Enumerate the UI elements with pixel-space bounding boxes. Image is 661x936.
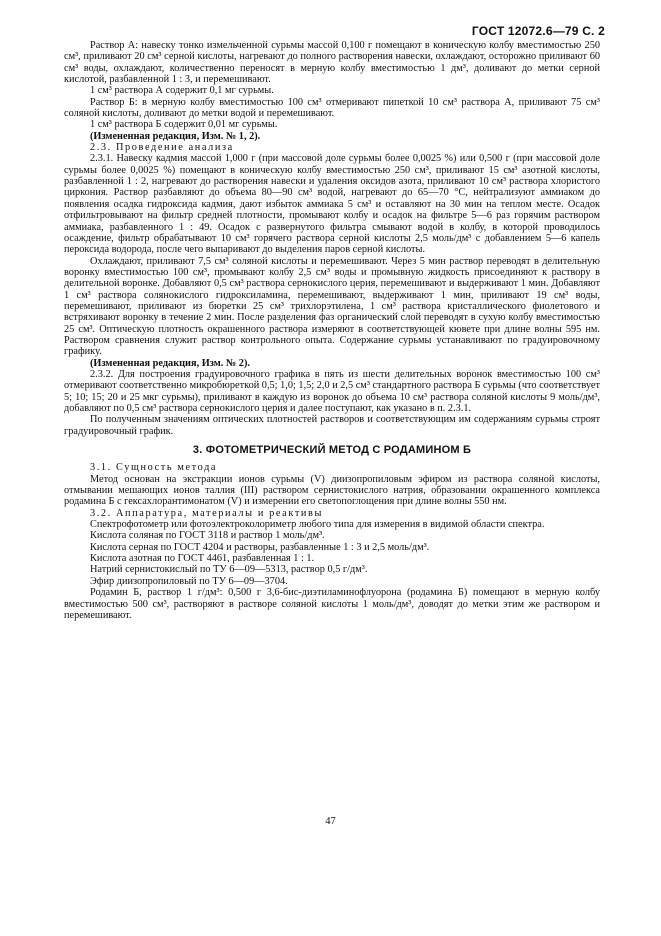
- reagent-item: Родамин Б, раствор 1 г/дм³: 0,500 г 3,6-бис-диэтиламинофлуорона (родамина Б) помещают в мерную колбу вместимостью 500 см³, растворяют в растворе соляной кислоты 1 моль/дм³, доводят до метки этим же раствором и перемешивают.: [64, 587, 600, 621]
- revision-note: (Измененная редакция, Изм. № 2).: [90, 357, 250, 369]
- subsection-heading: 3.2. Аппаратура, материалы и реактивы: [90, 507, 324, 519]
- solution-a-paragraph: Раствор А: навеску тонко измельченной сурьмы массой 0,100 г помещают в коническую колбу вместимостью 250 см³, приливают 20 см³ серной кислоты, нагревают до полного растворения навески, охлаждают, осторожно приливают 60 см³ воды, охлаждают, количественно переносят в мерную колбу вместимостью 1 дм³, доливают до метки серной кислотой, разбавленной 1 : 3, и перемешивают.: [64, 40, 600, 86]
- reagent-item: Кислота азотная по ГОСТ 4461, разбавленная 1 : 1.: [90, 553, 315, 565]
- subsection-heading: 3.1. Сущность метода: [90, 462, 218, 474]
- section-title: 3. ФОТОМЕТРИЧЕСКИЙ МЕТОД С РОДАМИНОМ Б: [192, 444, 472, 457]
- revision-note: (Измененная редакция, Изм. № 1, 2).: [90, 130, 261, 142]
- page-number: 47: [325, 816, 336, 827]
- document-body: [64, 40, 600, 621]
- reagent-item: Кислота серная по ГОСТ 4204 и растворы, разбавленные 1 : 3 и 2,5 моль/дм³.: [90, 541, 430, 553]
- reagent-item: Эфир диизопропиловый по ТУ 6—09—3704.: [90, 575, 288, 587]
- procedure-continued: Охлаждают, приливают 7,5 см³ соляной кислоты и перемешивают. Через 5 мин раствор переводят в делительную воронку вместимостью 100 см³, промывают колбу 2,5 см³ воды и промывную жидкость присоединяют к раствору в делительной воронке. Добавляют 0,5 см³ раствора сернокислого церия, перемешивают и выдерживают 1 мин. Добавляют 1 см³ раствора солянокислого гидроксиламина, перемешивают, выдерживают 1 мин, приливают 19 см³ воды, перемешивают, приливают из бюретки 25 см³ трихлорэтилена, 1 см³ раствора кристаллического фиолетового и встряхивают воронку в течение 2 мин. После разделения фаз органический слой переводят в сухую колбу вместимостью 25 см³. Оптическую плотность окрашенного раствора измеряют в соответствующей кювете при длине волны 595 нм. Раствором сравнения служит раствор контрольного опыта. Содержание сурьмы устанавливают по градуировочному графику.: [64, 255, 600, 358]
- procedure-paragraph: 2.3.1. Навеску кадмия массой 1,000 г (при массовой доле сурьмы более 0,0025 %) или 0,500 г (при массовой доле сурьмы более 0,0025 %) помещают в коническую колбу вместимостью 250 см³, приливают 15 см³ азотной кислоты, разбавленной 1 : 2, нагревают до растворения навески и удаления оксидов азота, приливают 10 см³ раствора хлористого циркония. Раствор разбавляют до объема 80—90 см³ водой, нагревают до 65—70 °С, нейтрализуют аммиаком до появления осадка гидроксида кадмия, дают избыток аммиака 5 см³ и оставляют на 30 мин на теплом месте. Осадок отфильтровывают на фильтр средней плотности, промывают колбу и осадок на фильтре 5—6 раз горячим раствором аммиака, разбавленного 1 : 49. Осадок с развернутого фильтра смывают водой в колбу, в которой проводилось осаждение, фильтр обрабатывают 10 см³ горячего раствора серной кислоты 2,5 моль/дм³ с добавлением 5—6 капель пероксида водорода, после чего выпаривают до выделения паров серной кислоты.: [64, 153, 600, 256]
- reagent-item: Кислота соляная по ГОСТ 3118 и раствор 1 моль/дм³.: [90, 530, 325, 542]
- solution-b-paragraph: Раствор Б: в мерную колбу вместимостью 100 см³ отмеривают пипеткой 10 см³ раствора А, приливают 75 см³ соляной кислоты, доливают до метки водой и перемешивают.: [64, 96, 600, 120]
- page-header: ГОСТ 12072.6—79 С. 2: [471, 24, 605, 38]
- subsection-heading: 2.3. Проведение анализа: [90, 142, 234, 154]
- method-principle-paragraph: Метод основан на экстракции ионов сурьмы (V) диизопропиловым эфиром из раствора соляной кислоты, отмывании мешающих ионов таллия (III) раствором сернистокислого натрия, образовании окрашенного комплекса родамина Б с гексахлорантимонатом (V) и измерении его светопоглощения при длине волны 550 нм.: [64, 473, 600, 508]
- solution-b-content: 1 см³ раствора Б содержит 0,01 мг сурьмы.: [90, 119, 278, 131]
- reagent-item: Натрий сернистокислый по ТУ 6—09—5313, раствор 0,5 г/дм³.: [90, 564, 368, 576]
- solution-a-content: 1 см³ раствора А содержит 0,1 мг сурьмы.: [90, 85, 274, 97]
- equipment-item: Спектрофотометр или фотоэлектроколориметр любого типа для измерения в видимой области спектра.: [90, 519, 545, 531]
- calibration-graph-paragraph: По полученным значениям оптических плотностей растворов и соответствующим им содержаниям сурьмы строят градуировочный график.: [64, 414, 600, 437]
- calibration-paragraph: 2.3.2. Для построения градуировочного графика в пять из шести делительных воронок вместимостью 100 см³ отмеривают соответственно микробюреткой 0,5; 1,0; 1,5; 2,0 и 2,5 см³ стандартного раствора Б сурьмы (что соответствует 5; 10; 15; 20 и 25 мкг сурьмы), приливают в каждую из воронок до объема 10 см³ раствора соляной кислоты 9 моль/дм³, добавляют по 0,5 см³ раствора сернокислого церия и далее поступают, как указано в п. 2.3.1.: [64, 368, 600, 414]
